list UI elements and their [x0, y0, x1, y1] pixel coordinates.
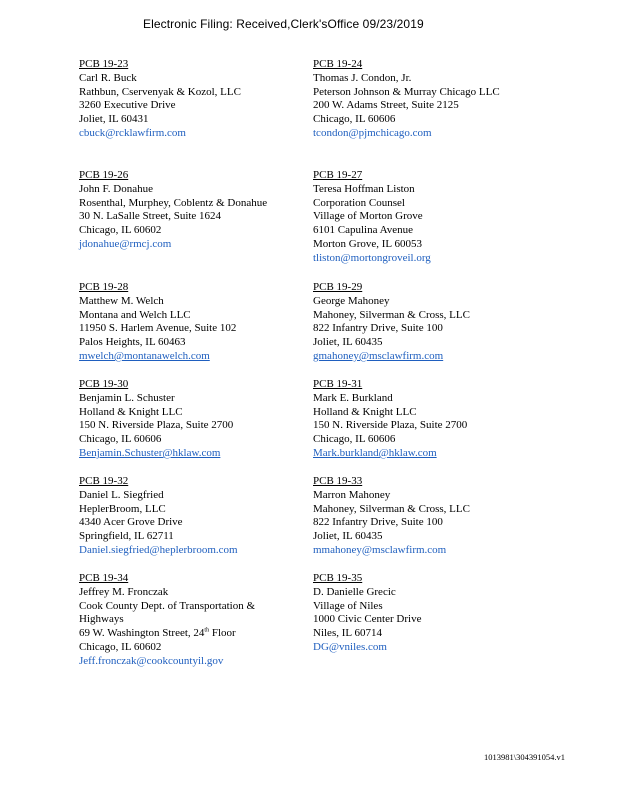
contact-name: Teresa Hoffman Liston: [313, 182, 415, 195]
contact-name: Benjamin L. Schuster: [79, 391, 175, 404]
street-address: 6101 Capulina Avenue: [313, 224, 413, 237]
organization: Mahoney, Silverman & Cross, LLC: [313, 502, 470, 515]
contact-name: George Mahoney: [313, 294, 390, 307]
organization: Village of Niles: [313, 599, 383, 612]
city-state-zip: Springfield, IL 62711: [79, 530, 174, 543]
email-link[interactable]: Mark.burkland@hklaw.com: [313, 446, 437, 459]
organization: Montana and Welch LLC: [79, 308, 191, 321]
service-entry: [79, 169, 315, 252]
email-link[interactable]: cbuck@rcklawfirm.com: [79, 126, 186, 139]
email-link[interactable]: tliston@mortongroveil.org: [313, 251, 431, 264]
contact-name: Thomas J. Condon, Jr.: [313, 71, 412, 84]
contact-name: John F. Donahue: [79, 182, 153, 195]
street-address: 69 W. Washington Street, 24th Floor: [79, 627, 236, 640]
email-link[interactable]: Benjamin.Schuster@hklaw.com: [79, 446, 221, 459]
city-state-zip: Joliet, IL 60435: [313, 336, 383, 349]
city-state-zip: Chicago, IL 60602: [79, 224, 162, 237]
case-number: PCB 19-24: [313, 58, 363, 70]
service-entry: [79, 572, 315, 669]
city-state-zip: Joliet, IL 60435: [313, 530, 383, 543]
case-number: PCB 19-31: [313, 378, 363, 390]
email-link[interactable]: gmahoney@msclawfirm.com: [313, 349, 444, 362]
case-number: PCB 19-33: [313, 475, 363, 487]
contact-name: Mark E. Burkland: [313, 391, 393, 404]
case-number: PCB 19-34: [79, 572, 129, 584]
case-number: PCB 19-30: [79, 378, 129, 390]
service-entry: [79, 475, 315, 558]
organization-line-2: Highways: [79, 613, 124, 626]
service-entry: [313, 281, 549, 364]
contact-name: Matthew M. Welch: [79, 294, 164, 307]
email-link[interactable]: mwelch@montanawelch.com: [79, 349, 210, 362]
organization: Cook County Dept. of Transportation &: [79, 599, 256, 612]
service-entry: [313, 572, 549, 655]
service-entry: [313, 378, 549, 461]
street-address: 822 Infantry Drive, Suite 100: [313, 516, 443, 529]
case-number: PCB 19-32: [79, 475, 129, 487]
case-number: PCB 19-27: [313, 169, 363, 181]
email-link[interactable]: Jeff.fronczak@cookcountyil.gov: [79, 654, 224, 667]
street-address: 200 W. Adams Street, Suite 2125: [313, 99, 459, 112]
street-address: 4340 Acer Grove Drive: [79, 516, 183, 529]
organization: Mahoney, Silverman & Cross, LLC: [313, 308, 470, 321]
contact-name: Jeffrey M. Fronczak: [79, 585, 169, 598]
city-state-zip: Chicago, IL 60606: [313, 433, 396, 446]
street-address: 150 N. Riverside Plaza, Suite 2700: [79, 419, 234, 432]
email-link[interactable]: Daniel.siegfried@heplerbroom.com: [79, 543, 238, 556]
organization: Peterson Johnson & Murray Chicago LLC: [313, 85, 500, 98]
city-state-zip: Chicago, IL 60606: [79, 433, 162, 446]
service-entry: [79, 378, 315, 461]
city-state-zip: Niles, IL 60714: [313, 627, 382, 640]
case-number: PCB 19-26: [79, 169, 129, 181]
organization: Rosenthal, Murphey, Coblentz & Donahue: [79, 196, 268, 209]
street-address: 3260 Executive Drive: [79, 99, 176, 112]
street-address: 1000 Civic Center Drive: [313, 613, 422, 626]
street-address: 150 N. Riverside Plaza, Suite 2700: [313, 419, 468, 432]
service-entry: [313, 475, 549, 558]
city-state-zip: Morton Grove, IL 60053: [313, 237, 422, 250]
street-address: 11950 S. Harlem Avenue, Suite 102: [79, 322, 237, 335]
street-address: 822 Infantry Drive, Suite 100: [313, 322, 443, 335]
filing-stamp-header: Electronic Filing: Received,Clerk'sOffice 09/23/2019: [143, 17, 424, 31]
service-entry: [79, 281, 315, 364]
case-number: PCB 19-23: [79, 58, 129, 70]
email-link[interactable]: mmahoney@msclawfirm.com: [313, 543, 447, 556]
city-state-zip: Joliet, IL 60431: [79, 113, 149, 126]
contact-name: Carl R. Buck: [79, 71, 137, 84]
case-number: PCB 19-35: [313, 572, 363, 584]
organization-line-2: Village of Morton Grove: [313, 210, 423, 223]
case-number: PCB 19-29: [313, 281, 363, 293]
contact-name: Marron Mahoney: [313, 488, 391, 501]
email-link[interactable]: jdonahue@rmcj.com: [79, 237, 172, 250]
city-state-zip: Chicago, IL 60606: [313, 113, 396, 126]
service-entry: [313, 169, 549, 266]
city-state-zip: Chicago, IL 60602: [79, 640, 162, 653]
document-id-footer: 1013981\304391054.v1: [484, 752, 565, 762]
organization: Holland & Knight LLC: [313, 405, 417, 418]
organization: Rathbun, Cservenyak & Kozol, LLC: [79, 85, 241, 98]
organization: Corporation Counsel: [313, 196, 405, 209]
organization: Holland & Knight LLC: [79, 405, 183, 418]
service-entry: [79, 58, 315, 141]
city-state-zip: Palos Heights, IL 60463: [79, 336, 186, 349]
contact-name: D. Danielle Grecic: [313, 585, 396, 598]
email-link[interactable]: DG@vniles.com: [313, 640, 387, 653]
organization: HeplerBroom, LLC: [79, 502, 166, 515]
street-address: 30 N. LaSalle Street, Suite 1624: [79, 210, 222, 223]
contact-name: Daniel L. Siegfried: [79, 488, 164, 501]
service-entry: [313, 58, 549, 141]
case-number: PCB 19-28: [79, 281, 129, 293]
email-link[interactable]: tcondon@pjmchicago.com: [313, 126, 432, 139]
